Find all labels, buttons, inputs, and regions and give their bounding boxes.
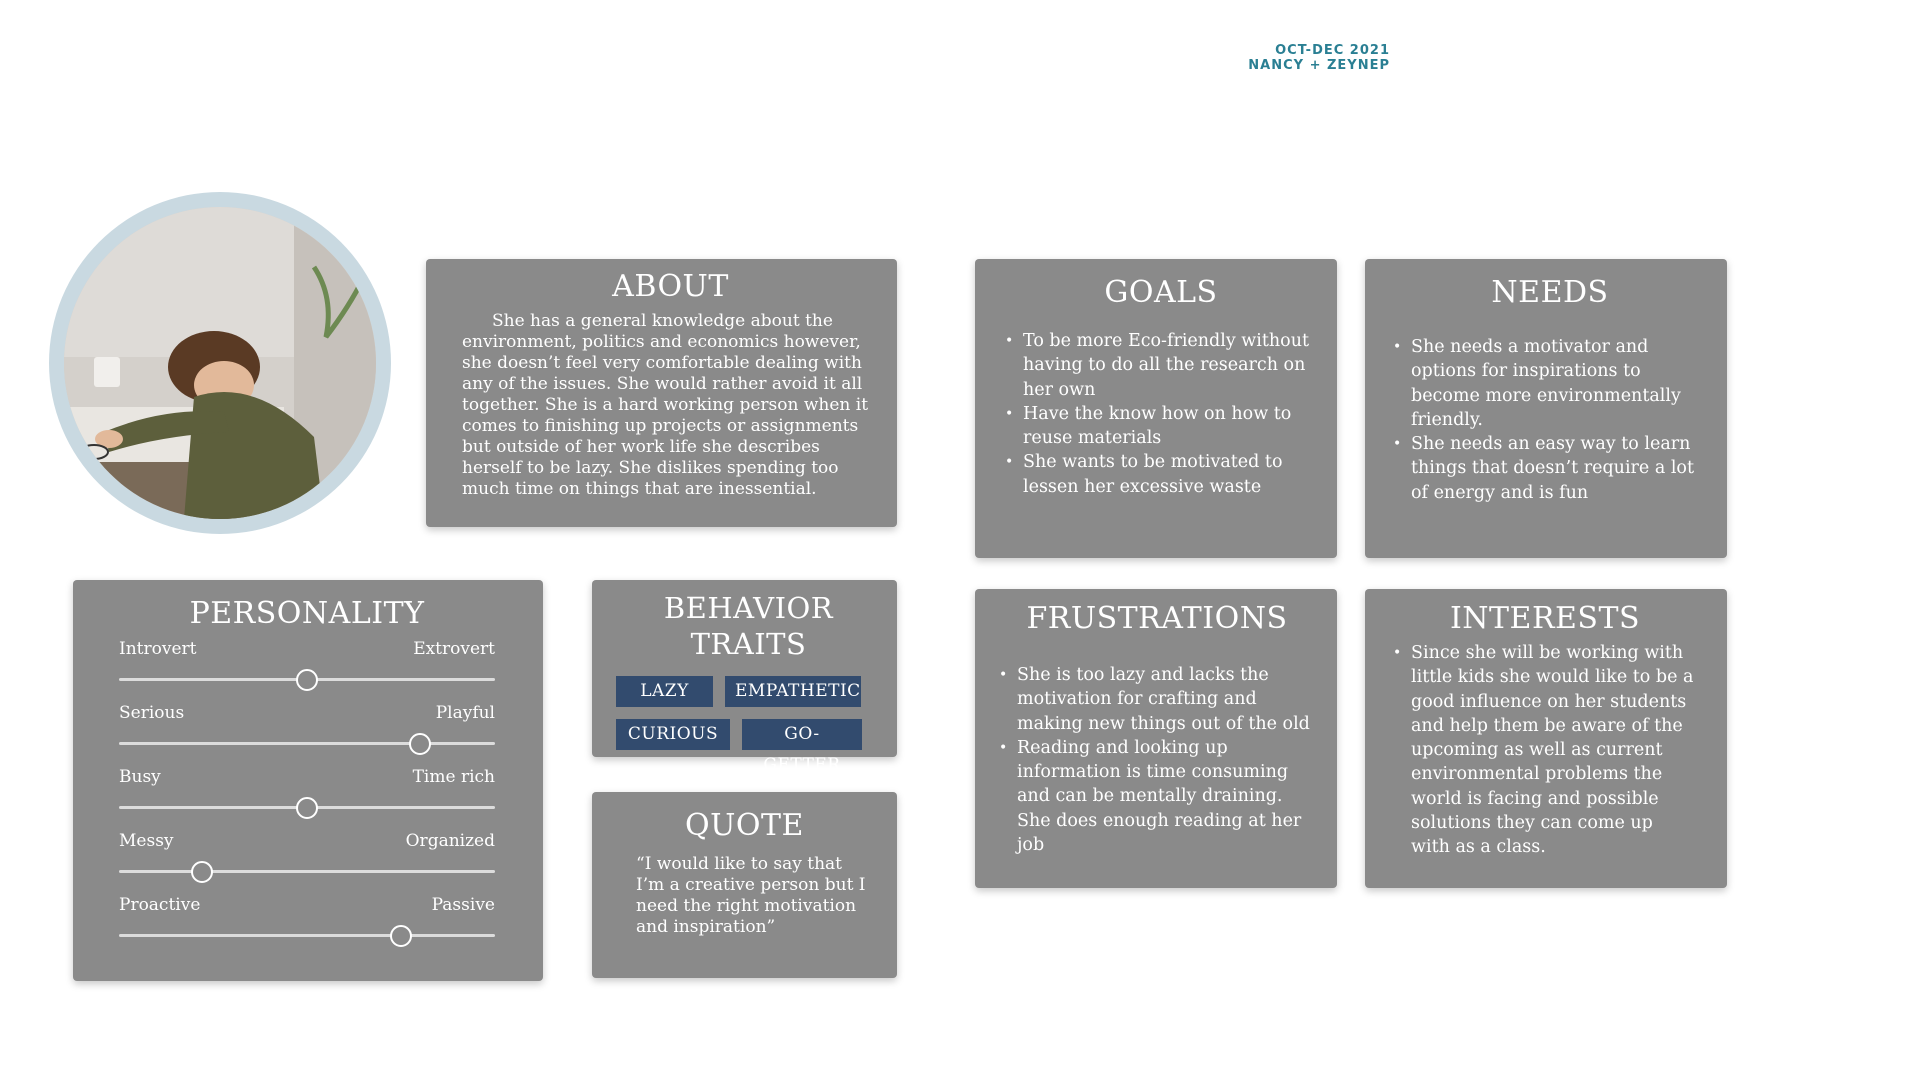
needs-item: • She needs an easy way to learn things that doesn’t require a lot of energy and is fun: [1393, 432, 1707, 505]
slider-track[interactable]: [119, 870, 495, 873]
interests-item: • Since she will be working with little kids she would like to be a good influence on her students and help them be aware of the upcoming as well as current environmental problems the world is facing and possible solutions they can come up with as a class.: [1393, 641, 1697, 860]
slider-left-label: Busy: [119, 767, 161, 787]
personality-title: PERSONALITY: [189, 596, 425, 631]
trait-tags: [616, 676, 879, 775]
needs-item: • She needs a motivator and options for inspirations to become more environmentally friendly.: [1393, 335, 1707, 432]
quote-title: QUOTE: [685, 808, 804, 843]
goals-list: [1005, 329, 1317, 499]
frustrations-card: [975, 589, 1337, 888]
goals-item: • Have the know how on how to reuse materials: [1005, 402, 1317, 451]
frustrations-item: • Reading and looking up information is time consuming and can be mentally draining. She does enough reading at her job: [999, 736, 1315, 857]
frustrations-list: [999, 663, 1315, 857]
interests-card: [1365, 589, 1727, 888]
personality-slider: [119, 638, 495, 702]
goals-card: [975, 259, 1337, 558]
interests-list: [1393, 641, 1697, 860]
personality-slider: [119, 702, 495, 766]
personality-slider: [119, 766, 495, 830]
needs-list: [1393, 335, 1707, 505]
slider-right-label: Extrovert: [413, 639, 495, 659]
slider-right-label: Organized: [405, 831, 495, 851]
slider-right-label: Time rich: [412, 767, 495, 787]
slider-track[interactable]: [119, 934, 495, 937]
goals-item: • She wants to be motivated to lessen her excessive waste: [1005, 450, 1317, 499]
about-text: She has a general knowledge about the environment, politics and economics however, she doesn’t feel very comfortable dealing with any of the issues. She would rather avoid it all together. She is a hard working person when it comes to finishing up projects or assignments but outside of her work life she describes herself to be lazy. She dislikes spending too much time on things that are inessential.: [462, 311, 869, 499]
project-meta: [1200, 43, 1390, 73]
slider-thumb[interactable]: [409, 733, 431, 755]
goals-item: • To be more Eco-friendly without having to do all the research on her own: [1005, 329, 1317, 402]
date-range: OCT-DEC 2021: [1275, 43, 1390, 58]
slider-track[interactable]: [119, 742, 495, 745]
authors: NANCY + ZEYNEP: [1248, 58, 1390, 73]
personality-card: [73, 580, 543, 981]
personality-slider: [119, 830, 495, 894]
frustrations-item: • She is too lazy and lacks the motivation for crafting and making new things out of the old: [999, 663, 1315, 736]
slider-thumb[interactable]: [390, 925, 412, 947]
personality-sliders: [119, 638, 495, 958]
trait-tag-go-getter: GO-GETTER: [742, 719, 862, 750]
slider-left-label: Proactive: [119, 895, 201, 915]
slider-left-label: Introvert: [119, 639, 197, 659]
trait-tag-curious: CURIOUS: [616, 719, 730, 750]
needs-card: [1365, 259, 1727, 558]
slider-left-label: Serious: [119, 703, 185, 723]
frustrations-title: FRUSTRATIONS: [1026, 601, 1288, 636]
about-card: [426, 259, 897, 527]
slider-thumb[interactable]: [296, 669, 318, 691]
goals-title: GOALS: [1104, 275, 1218, 310]
quote-card: [592, 792, 897, 978]
needs-title: NEEDS: [1491, 275, 1609, 310]
trait-tag-empathetic: EMPATHETIC: [725, 676, 861, 707]
behavior-traits-title: BEHAVIOR TRAITS: [663, 591, 834, 661]
slider-right-label: Passive: [431, 895, 495, 915]
persona-photo: [64, 207, 376, 519]
trait-tag-lazy: LAZY: [616, 676, 713, 707]
personality-slider: [119, 894, 495, 958]
slider-left-label: Messy: [119, 831, 174, 851]
persona-photo-illustration: [64, 207, 376, 519]
slider-thumb[interactable]: [191, 861, 213, 883]
slider-right-label: Playful: [435, 703, 495, 723]
behavior-traits-card: [592, 580, 897, 775]
quote-text: “I would like to say that I’m a creative person but I need the right motivation and inspiration”: [636, 854, 866, 937]
persona-avatar: [49, 192, 391, 534]
about-title: ABOUT: [612, 269, 729, 304]
slider-thumb[interactable]: [296, 797, 318, 819]
interests-title: INTERESTS: [1449, 601, 1641, 636]
